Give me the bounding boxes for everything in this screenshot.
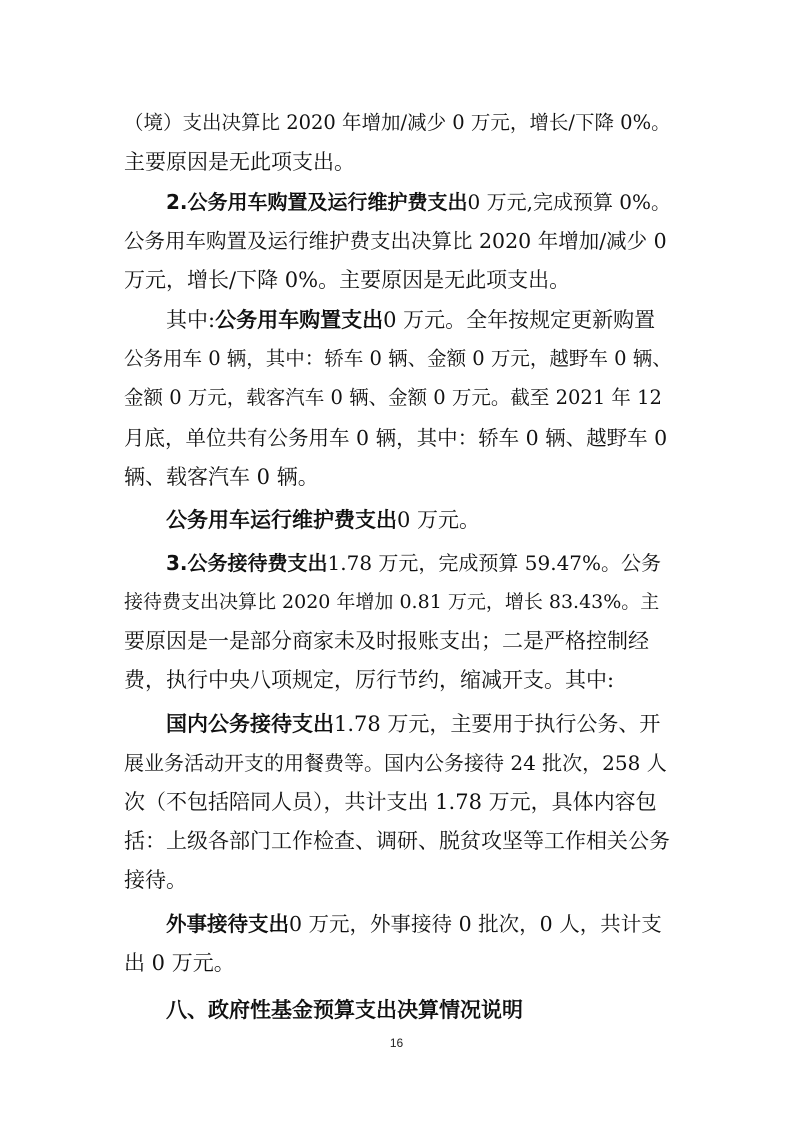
text-line: 次（不包括陪同人员），共计支出 1.78 万元，具体内容包: [124, 790, 657, 814]
text-line: [166, 500, 672, 540]
section-title: 2.公务用车购置及运行维护费支出: [166, 190, 468, 214]
bold-term: 公务用车购置支出: [215, 308, 384, 332]
text-line: [166, 904, 672, 944]
text-fragment: 0 万元,完成预算 0%。: [467, 190, 672, 214]
text-fragment: 0 万元，外事接待 0 批次，0 人，共计支: [289, 912, 662, 936]
text-line: 展业务活动开支的用餐费等。国内公务接待 24 批次，258 人: [124, 751, 667, 775]
text-fragment: 其中:: [166, 308, 216, 332]
text-fragment: 1.78 万元，完成预算 59.47%。公务: [327, 551, 662, 575]
text-line: 辆、载客汽车 0 辆。: [124, 465, 319, 489]
text-line: 括：上级各部门工作检查、调研、脱贫攻坚等工作相关公务: [124, 829, 670, 853]
text-line: [166, 300, 672, 340]
text-line: 主要原因是无此项支出。: [124, 150, 355, 174]
text-line: 出 0 万元。: [124, 951, 235, 975]
text-line: 月底，单位共有公务用车 0 辆，其中：轿车 0 辆、越野车 0: [124, 426, 668, 450]
text-line: 接待费支出决算比 2020 年增加 0.81 万元，增长 83.43%。主: [124, 591, 660, 613]
section-heading: 八、政府性基金预算支出决算情况说明: [166, 998, 523, 1022]
section-title: 3.公务接待费支出: [166, 551, 328, 575]
text-line: 公务用车购置及运行维护费支出决算比 2020 年增加/减少 0: [124, 229, 667, 253]
text-line: 万元，增长/下降 0%。主要原因是无此项支出。: [124, 268, 571, 292]
text-line: [166, 543, 672, 583]
text-line: 金额 0 万元，载客汽车 0 辆、金额 0 万元。截至 2021 年 12: [124, 386, 662, 409]
bold-term: 外事接待支出: [166, 912, 289, 936]
text-line: 公务用车 0 辆，其中：轿车 0 辆、金额 0 万元，越野车 0 辆、: [124, 347, 672, 370]
text-line: [166, 182, 672, 222]
text-fragment: 1.78 万元，主要用于执行公务、开: [334, 712, 661, 736]
page-number: 16: [389, 1036, 404, 1050]
bold-term: 国内公务接待支出: [166, 712, 334, 736]
text-fragment: 0 万元。: [397, 508, 481, 532]
text-line: （境）支出决算比 2020 年增加/减少 0 万元，增长/下降 0%。: [124, 111, 671, 134]
text-line: 接待。: [124, 868, 187, 892]
text-fragment: 0 万元。全年按规定更新购置: [383, 308, 656, 332]
bold-term: 公务用车运行维护费支出: [166, 508, 397, 532]
text-line: [166, 704, 672, 744]
text-line: 费，执行中央八项规定，厉行节约，缩减开支。其中:: [124, 668, 615, 692]
text-line: 要原因是一是部分商家未及时报账支出；二是严格控制经: [124, 629, 649, 653]
